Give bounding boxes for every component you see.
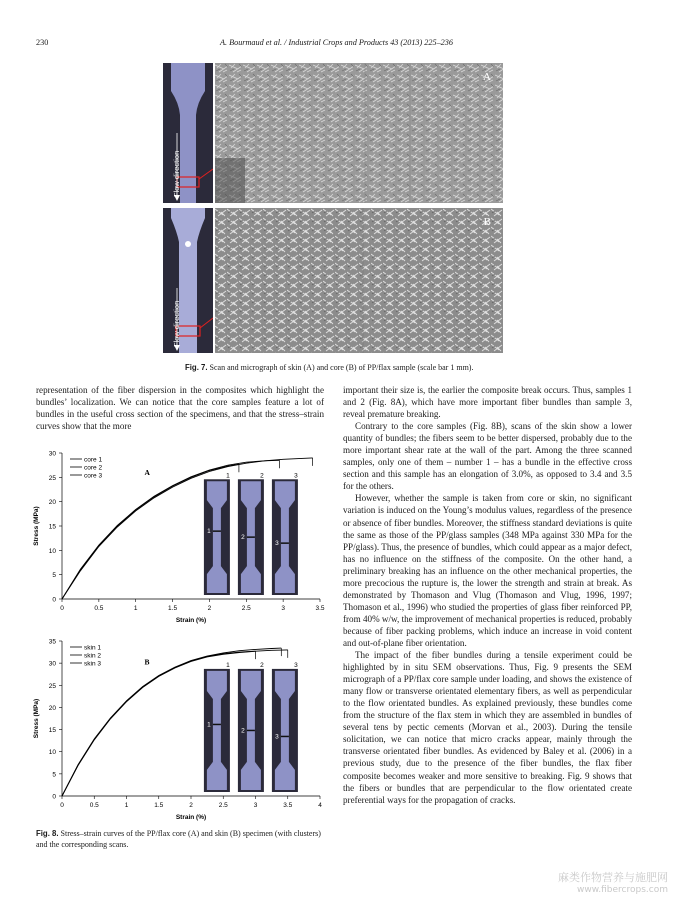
right-column-text [343, 384, 632, 806]
x-tick-label: 4 [318, 802, 322, 809]
figure-7-panel-a [163, 63, 503, 203]
scan-label: 1 [207, 528, 211, 536]
y-axis-label: Stress (MPa) [33, 698, 40, 739]
y-tick-label: 20 [48, 704, 56, 712]
scan-top-label: 2 [260, 661, 264, 669]
x-tick-label: 3 [281, 605, 285, 612]
legend-label: skin 1 [84, 644, 101, 652]
figure-8-label: Fig. 8. [36, 829, 59, 838]
paragraph-4: The impact of the fiber bundles during a tensile experiment could be highlighted by in situ SEM observations. Thus, Fig. 9 presents the SEM micrograph of a PP/flax core sample under loading, and shows the existence of many flow or transverse orientated elementary fibers, as well as perpendicular to the flow orientated bundles. As explained previously, these bundles come from the structure of the flax stem in which they are assembled in bundles of several tens by pectic cements (Morvan et al., 2003). During the tensile solicitation, we can notice that micro cracks appear, mainly through the transverse orientated fiber bundles. As evidenced by Baley et al. (2006) in a previous study, due to the presence of the fiber bundles, the flax fiber composite becomes weaker and more sensitive to breaking. Fig. 9 shows that the fibers or bundles that are perpendicular to the flow orientated create preferential ways for the propagation of cracks. [343, 650, 632, 805]
paragraph-1: important their size is, the earlier the composite break occurs. Thus, samples 1 and 2 (Fig. 8A), which have more important fiber bundles than sample 3, reveal premature breaking. [343, 385, 632, 420]
y-tick-label: 5 [52, 572, 56, 580]
y-tick-label: 25 [48, 682, 56, 690]
x-axis-label: Strain (%) [175, 617, 207, 624]
legend-label: skin 3 [84, 660, 101, 668]
panel-letter-a: A [483, 71, 491, 83]
panel-letter: A [144, 467, 150, 477]
paragraph-3: However, whether the sample is taken from core or skin, no significant variation is induced on the Young’s modulus values, regardless of the presence or absence of fiber bundles. Moreover, the stiffness standard deviations is quite the same as those of the PP/glass samples (348 MPa against 330 MPa for the PP/glass). Thus, the presence of bundles, which could appear as a major defect, has no influence on the stiffness of the composite. On the other hand, a preliminary breaking has an influence on the other mechanical properties, the more precocious the rupture is, the lower the strength and strain at break. As demonstrated by Thomason and Vlug (Thomason and Vlug, 1996, 1997; Thomason et al., 1996) who studied the properties of glass fiber reinforced PP, from 40% w/w, the improvement of mechanical properties is reduced, probably because of fiber packing problems, which induce an increase in void content and out-of-plane fiber orientation. [343, 493, 632, 648]
left-column-text [36, 384, 324, 432]
scan-top-label: 3 [294, 661, 298, 669]
watermark [558, 869, 668, 895]
x-tick-label: 0.5 [94, 605, 104, 612]
paragraph-2: Contrary to the core samples (Fig. 8B), scans of the skin show a lower quantity of bundles; the fibers seem to be better dispersed, probably due to the more important shear rate at the wall of the part. Among the three scanned samples, only one of them – number 1 – has a bundle in the effective cross section and this sample has an elongation of 3.0%, as opposed to 3.4 and 3.5 for the others. [343, 421, 632, 492]
legend-label: skin 2 [84, 652, 101, 660]
y-tick-label: 15 [48, 523, 56, 531]
paragraph: representation of the fiber dispersion in the composites which highlight the bundles’ localization. We can notice that the core samples feature a lot of bundles in the useful cross section of the specimens, and that the stress–strain curves show that the more [36, 385, 324, 432]
figure-7-caption-text: Scan and micrograph of skin (A) and core (B) of PP/flax sample (scale bar 1 mm). [209, 363, 474, 372]
x-tick-label: 0 [60, 605, 64, 612]
y-tick-label: 35 [48, 638, 56, 646]
core-scan-image [163, 208, 213, 353]
x-tick-label: 2.5 [218, 802, 228, 809]
chart-skin-svg [30, 635, 330, 822]
figure-7-label: Fig. 7. [185, 363, 208, 372]
figure-7-caption [185, 363, 473, 372]
scan-label: 2 [241, 727, 245, 735]
y-tick-label: 20 [48, 499, 56, 507]
panel-letter: B [144, 657, 150, 667]
x-tick-label: 3 [253, 802, 258, 809]
y-tick-label: 10 [48, 749, 56, 757]
y-tick-label: 25 [48, 474, 56, 482]
figure-8-caption-text: Stress–strain curves of the PP/flax core (A) and skin (B) specimen (with clusters) and the corresponding scans. [36, 829, 321, 849]
figure-7-panel-b [163, 208, 503, 353]
scan-label: 3 [275, 733, 279, 741]
skin-micrograph [215, 63, 503, 203]
legend-label: core 2 [84, 464, 103, 472]
x-tick-label: 0 [60, 802, 64, 809]
chart-skin [30, 635, 330, 822]
chart-core-svg [30, 447, 330, 625]
legend-label: core 1 [84, 456, 103, 464]
x-tick-label: 2 [189, 802, 193, 809]
watermark-line-1: 麻类作物营养与施肥网 [558, 871, 668, 884]
scan-label: 1 [207, 721, 211, 729]
y-tick-label: 0 [52, 596, 56, 604]
page-number: 230 [36, 38, 49, 47]
chart-core [30, 447, 330, 625]
y-axis-label: Stress (MPa) [33, 506, 40, 546]
watermark-line-2: www.fibercrops.com [577, 885, 668, 895]
x-tick-label: 2.5 [241, 605, 251, 612]
scan-label: 2 [241, 534, 245, 542]
scan-top-label: 3 [294, 472, 298, 480]
x-axis-label: Strain (%) [175, 814, 207, 821]
scan-top-label: 1 [226, 472, 230, 480]
scan-top-label: 2 [260, 472, 264, 480]
y-tick-label: 0 [52, 793, 56, 801]
x-tick-label: 3.5 [283, 802, 293, 809]
x-tick-label: 1 [133, 605, 138, 612]
skin-scan-image [163, 63, 213, 203]
y-tick-label: 15 [48, 727, 56, 735]
figure-8-caption [36, 829, 326, 850]
flow-direction-label-b: Flow direction [172, 300, 181, 347]
figure-7 [163, 63, 503, 353]
scan-top-label: 1 [226, 661, 230, 669]
journal-citation: A. Bourmaud et al. / Industrial Crops and Products 43 (2013) 225–236 [220, 38, 453, 47]
x-tick-label: 0.5 [89, 802, 99, 809]
panel-letter-b: B [483, 216, 491, 228]
flow-direction-label-a: Flow direction [172, 150, 181, 197]
x-tick-label: 1 [124, 802, 129, 809]
y-tick-label: 5 [52, 771, 56, 779]
legend-label: core 3 [84, 472, 103, 480]
x-tick-label: 1.5 [154, 802, 164, 809]
y-tick-label: 10 [48, 547, 56, 555]
x-tick-label: 2 [207, 605, 212, 612]
core-micrograph [215, 208, 503, 353]
scan-label: 3 [275, 540, 279, 548]
x-tick-label: 3.5 [315, 605, 325, 612]
x-tick-label: 1.5 [168, 605, 178, 612]
y-tick-label: 30 [48, 450, 56, 458]
y-tick-label: 30 [48, 660, 56, 668]
